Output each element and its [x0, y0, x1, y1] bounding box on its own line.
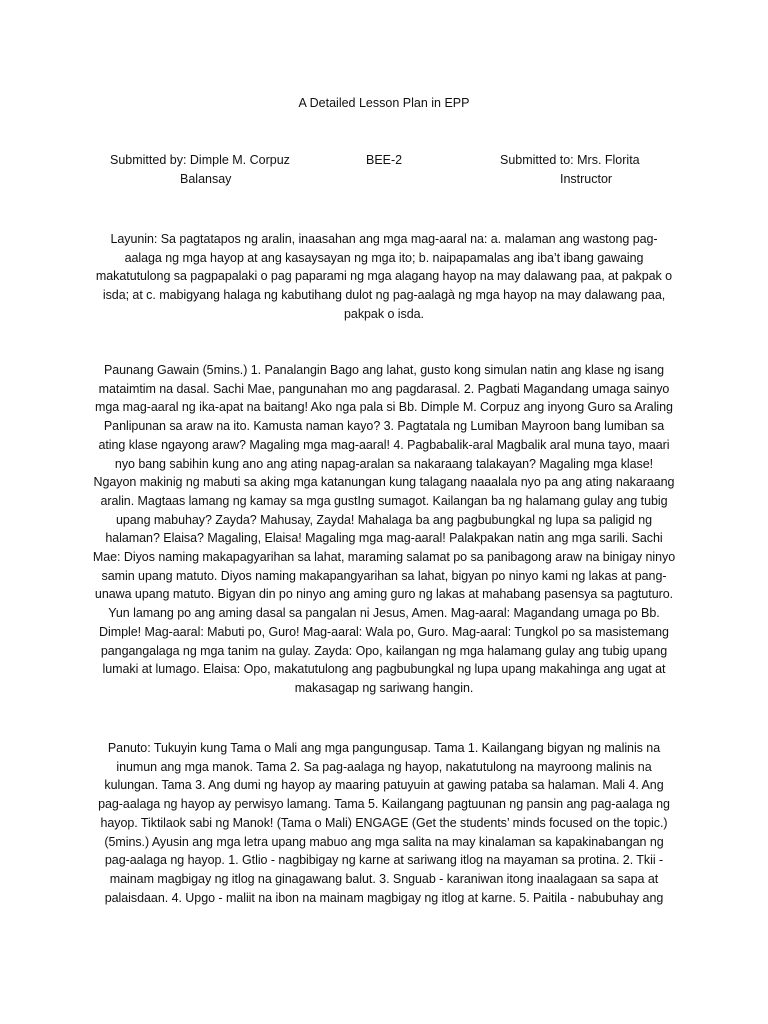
submitted-by-text: Submitted by: Dimple M. Corpuz [110, 153, 290, 167]
preliminary-activities-paragraph: Paunang Gawain (5mins.) 1. Panalangin Bago ang lahat, gusto kong simulan natin ang klase ng isang mataimtim na dasal. Sachi Mae, pangunahan mo ang pagdarasal. 2. Pagbati Magandang umaga sainyo mga mag-aaral ng ika-apat na baitang! Ako nga pala si Bb. Dimple M. Corpuz ang inyong Guro sa Araling Panlipunan sa araw na ito. Kamusta naman kayo? 3. Pagtatala ng Lumiban Mayroon bang lumiban sa ating klase ngayong araw? Magaling mga mag-aaral! 4. Pagbabalik-aral Magbalik aral muna tayo, maari nyo bang sabihin kung ano ang ating napag-aralan sa nakaraang talakayan? Magaling mga klase! Ngayon makinig ng mabuti sa aking mga katanungan kung talagang naaalala nyo pa ang ating nakaraang aralin. Magtaas lamang ng kamay sa mga gustIng sumagot. Kailangan ba ng halamang gulay ang tubig upang mabuhay? Zayda? Mahusay, Zayda! Mahalaga ba ang pagbubungkal ng lupa sa paligid ng halaman? Elaisa? Magaling, Elaisa! Magaling mga mag-aaral! Palakpakan natin ang mga sarili. Sachi Mae: Diyos naming makapagyarihan sa lahat, maraming salamat po sa panibagong araw na binigay ninyo samin upang matuto. Diyos naming makapangyarihan sa lahat, bigyan po ninyo kami ng lakas at pang-unawa upang matuto. Bigyan din po ninyo ang aming guro ng lakas at mahabang pasensya sa pagtuturo. Yun lamang po ang aming dasal sa pangalan ni Jesus, Amen. Mag-aaral: Magandang umaga po Bb. Dimple! Mag-aaral: Mabuti po, Guro! Mag-aaral: Wala po, Guro. Mag-aaral: Tungkol po sa masistemang pangangalaga ng mga tanim na gulay. Zayda: Opo, kailangan ng mga halamang gulay ang tubig upang lumaki at lumago. Elaisa: Opo, makatutulong ang pagbubungkal ng lupa upang makahinga ang ugat at makasagap ng sariwang hangin. [92, 363, 676, 695]
submitted-to-continuation: Instructor [560, 171, 613, 186]
objectives-paragraph: Layunin: Sa pagtatapos ng aralin, inaasahan ang mga mag-aaral na: a. malaman ang wastong pag-aalaga ng mga hayop at ang kasaysayan ng mga ito; b. naipapamalas ang iba’t ibang gawaing makatutulong sa pagpapalaki o pag paparami ng mga alagang hayop na may dalawang paa, at pakpak o isda; at c. mabigyang halaga ng kabutihang dulot ng pag-aalagà ng mga hayop na may dalawang paa, pakpak o isda. [95, 232, 673, 321]
instructions-paragraph: Panuto: Tukuyin kung Tama o Mali ang mga pangungusap. Tama 1. Kailangang bigyan ng malinis na inumun ang mga manok. Tama 2. Sa pag-aalaga ng hayop, nakatutulong na mayroong malinis na kulungan. Tama 3. Ang dumi ng hayop ay maaring patuyuin at gawing pataba sa halaman. Mali 4. Ang pag-aalaga ng hayop ay perwisyo lamang. Tama 5. Kailangang pagtuunan ng pansin ang pag-aalaga ng hayop. Tiktilaok sabi ng Manok! (Tama o Mali) ENGAGE (Get the students’ minds focused on the topic.) (5mins.) Ayusin ang mga letra upang mabuo ang mga salita na may kinalaman sa kapakinabangan ng pag-aalaga ng hayop. 1. Gtlio - nagbibigay ng karne at sariwang itlog na mayaman sa protina. 2. Tkii - mainam magbigay ng itlog na ginagawang balut. 3. Snguab - karaniwan itong inaalagaan sa sapa at palaisdaan. 4. Upgo - maliit na ibon na mainam magbigay ng itlog at karne. 5. Paitila - nabubuhay ang [98, 741, 670, 905]
submitted-by-continuation: Balansay [180, 171, 232, 186]
submitted-by [110, 151, 310, 188]
submitted-to [500, 151, 670, 188]
document-title: A Detailed Lesson Plan in EPP [298, 96, 470, 110]
course-code: BEE-2 [366, 153, 403, 167]
submitted-to-text: Submitted to: Mrs. Florita [500, 153, 640, 167]
